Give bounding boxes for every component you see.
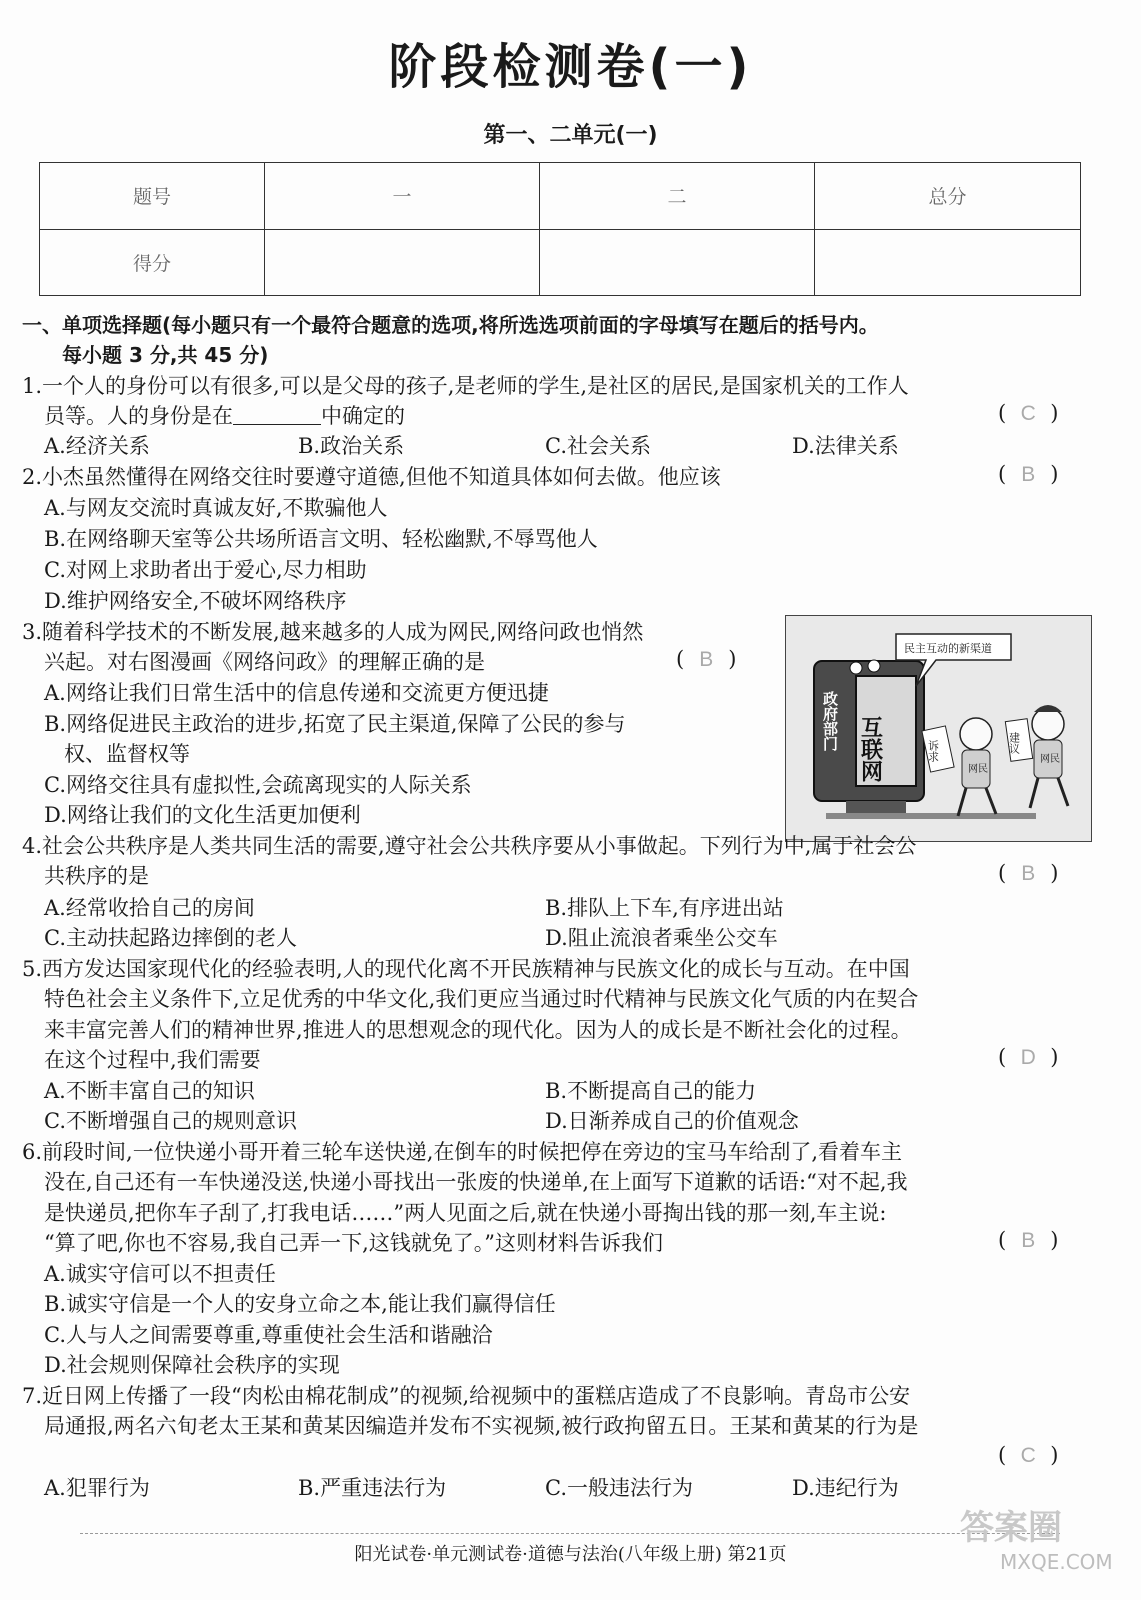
question-4-text: 4.社会公共秩序是人类共同生活的需要,遵守社会公共秩序要从小事做起。下列行为中,属于社会公 [22, 834, 917, 858]
question-7-text: 局通报,两名六旬老太王某和黄某因编造并发布不实视频,被行政拘留五日。王某和黄某的行为是 [44, 1414, 919, 1438]
question-4-text: 共秩序的是 [44, 864, 149, 888]
answer-bracket[interactable]: ( B ) [676, 647, 737, 671]
option: D.日渐养成自己的价值观念 [545, 1109, 799, 1133]
option: C.网络交往具有虚拟性,会疏离现实的人际关系 [44, 773, 472, 797]
watermark-url: MXQE.COM [1000, 1550, 1113, 1574]
question-5-text: 来丰富完善人们的精神世界,推进人的思想观念的现代化。因为人的成长是不断社会化的过程。 [44, 1018, 912, 1042]
answer-bracket[interactable]: ( B ) [998, 462, 1059, 486]
table-cell: 总分 [815, 163, 1081, 230]
table-cell: 一 [265, 163, 540, 230]
option: B.不断提高自己的能力 [545, 1079, 757, 1103]
cartoon-image [785, 615, 1092, 842]
question-6-text: 是快递员,把你车子刮了,打我电话……”两人见面之后,就在快递小哥掏出钱的那一刻,车主说: [44, 1201, 887, 1225]
answer-bracket[interactable]: ( B ) [998, 861, 1059, 885]
score-cell[interactable] [540, 229, 815, 296]
svg-text:建议: 建议 [1007, 732, 1021, 754]
option: B.网络促进民主政治的进步,拓宽了民主渠道,保障了公民的参与 [44, 712, 626, 736]
option: A.犯罪行为 [44, 1476, 150, 1500]
option: C.社会关系 [545, 434, 651, 458]
answer-blank[interactable] [233, 404, 321, 425]
svg-text:政府部门: 政府部门 [821, 691, 839, 751]
option: C.人与人之间需要尊重,尊重使社会生活和谐融洽 [44, 1323, 493, 1347]
question-5-text: 在这个过程中,我们需要 [44, 1048, 261, 1072]
question-3-text: 3.随着科学技术的不断发展,越来越多的人成为网民,网络问政也悄然 [22, 620, 644, 644]
option: D.网络让我们的文化生活更加便利 [44, 803, 361, 827]
page-subtitle: 第一、二单元(一) [483, 123, 658, 148]
footer-divider [80, 1533, 1060, 1534]
page-title: 阶段检测卷(一) [388, 39, 753, 95]
table-row [40, 229, 1081, 296]
option: B.排队上下车,有序进出站 [545, 896, 784, 920]
option: C.一般违法行为 [545, 1476, 693, 1500]
page-footer: 阳光试卷·单元测试卷·道德与法治(八年级上册) 第21页 [354, 1544, 787, 1565]
cartoon-illustration [786, 616, 1091, 841]
question-6-text: 没在,自己还有一车快递没送,快递小哥找出一张废的快递单,在上面写下道歉的话语:“对不起,我 [44, 1170, 908, 1194]
option: D.社会规则保障社会秩序的实现 [44, 1353, 340, 1377]
section-heading-cont: 每小题 3 分,共 45 分) [62, 343, 269, 367]
option: A.不断丰富自己的知识 [44, 1079, 255, 1103]
option: D.维护网络安全,不破坏网络秩序 [44, 589, 347, 613]
question-6-text: “算了吧,你也不容易,我自己弄一下,这钱就免了。”这则材料告诉我们 [44, 1231, 663, 1255]
question-3-text: 兴起。对右图漫画《网络问政》的理解正确的是 [44, 650, 485, 674]
option: A.与网友交流时真诚友好,不欺骗他人 [44, 496, 388, 520]
answer-bracket[interactable]: ( C ) [998, 1443, 1059, 1467]
answer-bracket[interactable]: ( C ) [998, 401, 1059, 425]
svg-text:诉求: 诉求 [926, 740, 940, 762]
option: C.对网上求助者出于爱心,尽力相助 [44, 558, 367, 582]
option: B.政治关系 [298, 434, 405, 458]
svg-text:民主互动的新渠道: 民主互动的新渠道 [904, 642, 992, 655]
question-1-text: 员等。人的身份是在 中确定的 [44, 404, 405, 428]
option: D.法律关系 [792, 434, 899, 458]
question-1-text: 1.一个人的身份可以有很多,可以是父母的孩子,是老师的学生,是社区的居民,是国家机关的工作人 [22, 374, 909, 398]
option: B.诚实守信是一个人的安身立命之本,能让我们赢得信任 [44, 1292, 556, 1316]
score-cell[interactable] [815, 229, 1081, 296]
table-cell: 题号 [40, 163, 265, 230]
option: D.违纪行为 [792, 1476, 899, 1500]
svg-text:互联网: 互联网 [857, 716, 883, 782]
watermark-logo: 答案圈 [960, 1508, 1062, 1548]
option: C.不断增强自己的规则意识 [44, 1109, 297, 1133]
option: B.在网络聊天室等公共场所语言文明、轻松幽默,不辱骂他人 [44, 527, 598, 551]
svg-text:网民: 网民 [1040, 754, 1060, 765]
option: A.网络让我们日常生活中的信息传递和交流更方便迅捷 [44, 681, 549, 705]
option: A.经济关系 [44, 434, 150, 458]
table-row [40, 163, 1081, 230]
option-cont: 权、监督权等 [64, 742, 190, 766]
table-cell: 二 [540, 163, 815, 230]
question-2-text: 2.小杰虽然懂得在网络交往时要遵守道德,但他不知道具体如何去做。他应该 [22, 465, 721, 489]
score-cell[interactable] [265, 229, 540, 296]
option: D.阻止流浪者乘坐公交车 [545, 926, 778, 950]
table-cell: 得分 [40, 229, 265, 296]
option: B.严重违法行为 [298, 1476, 447, 1500]
option: C.主动扶起路边摔倒的老人 [44, 926, 297, 950]
score-table [39, 162, 1081, 296]
question-5-text: 特色社会主义条件下,立足优秀的中华文化,我们更应当通过时代精神与民族文化气质的内在契合 [44, 987, 919, 1011]
answer-bracket[interactable]: ( D ) [998, 1045, 1059, 1069]
section-heading: 一、单项选择题(每小题只有一个最符合题意的选项,将所选选项前面的字母填写在题后的括号内。 [22, 313, 879, 337]
question-5-text: 5.西方发达国家现代化的经验表明,人的现代化离不开民族精神与民族文化的成长与互动。在中国 [22, 957, 910, 981]
option: A.诚实守信可以不担责任 [44, 1262, 276, 1286]
svg-text:网民: 网民 [968, 764, 988, 775]
answer-bracket[interactable]: ( B ) [998, 1228, 1059, 1252]
question-7-text: 7.近日网上传播了一段“肉松由棉花制成”的视频,给视频中的蛋糕店造成了不良影响。青岛市公安 [22, 1384, 911, 1408]
option: A.经常收拾自己的房间 [44, 896, 255, 920]
question-6-text: 6.前段时间,一位快递小哥开着三轮车送快递,在倒车的时候把停在旁边的宝马车给刮了,看着车主 [22, 1140, 903, 1164]
